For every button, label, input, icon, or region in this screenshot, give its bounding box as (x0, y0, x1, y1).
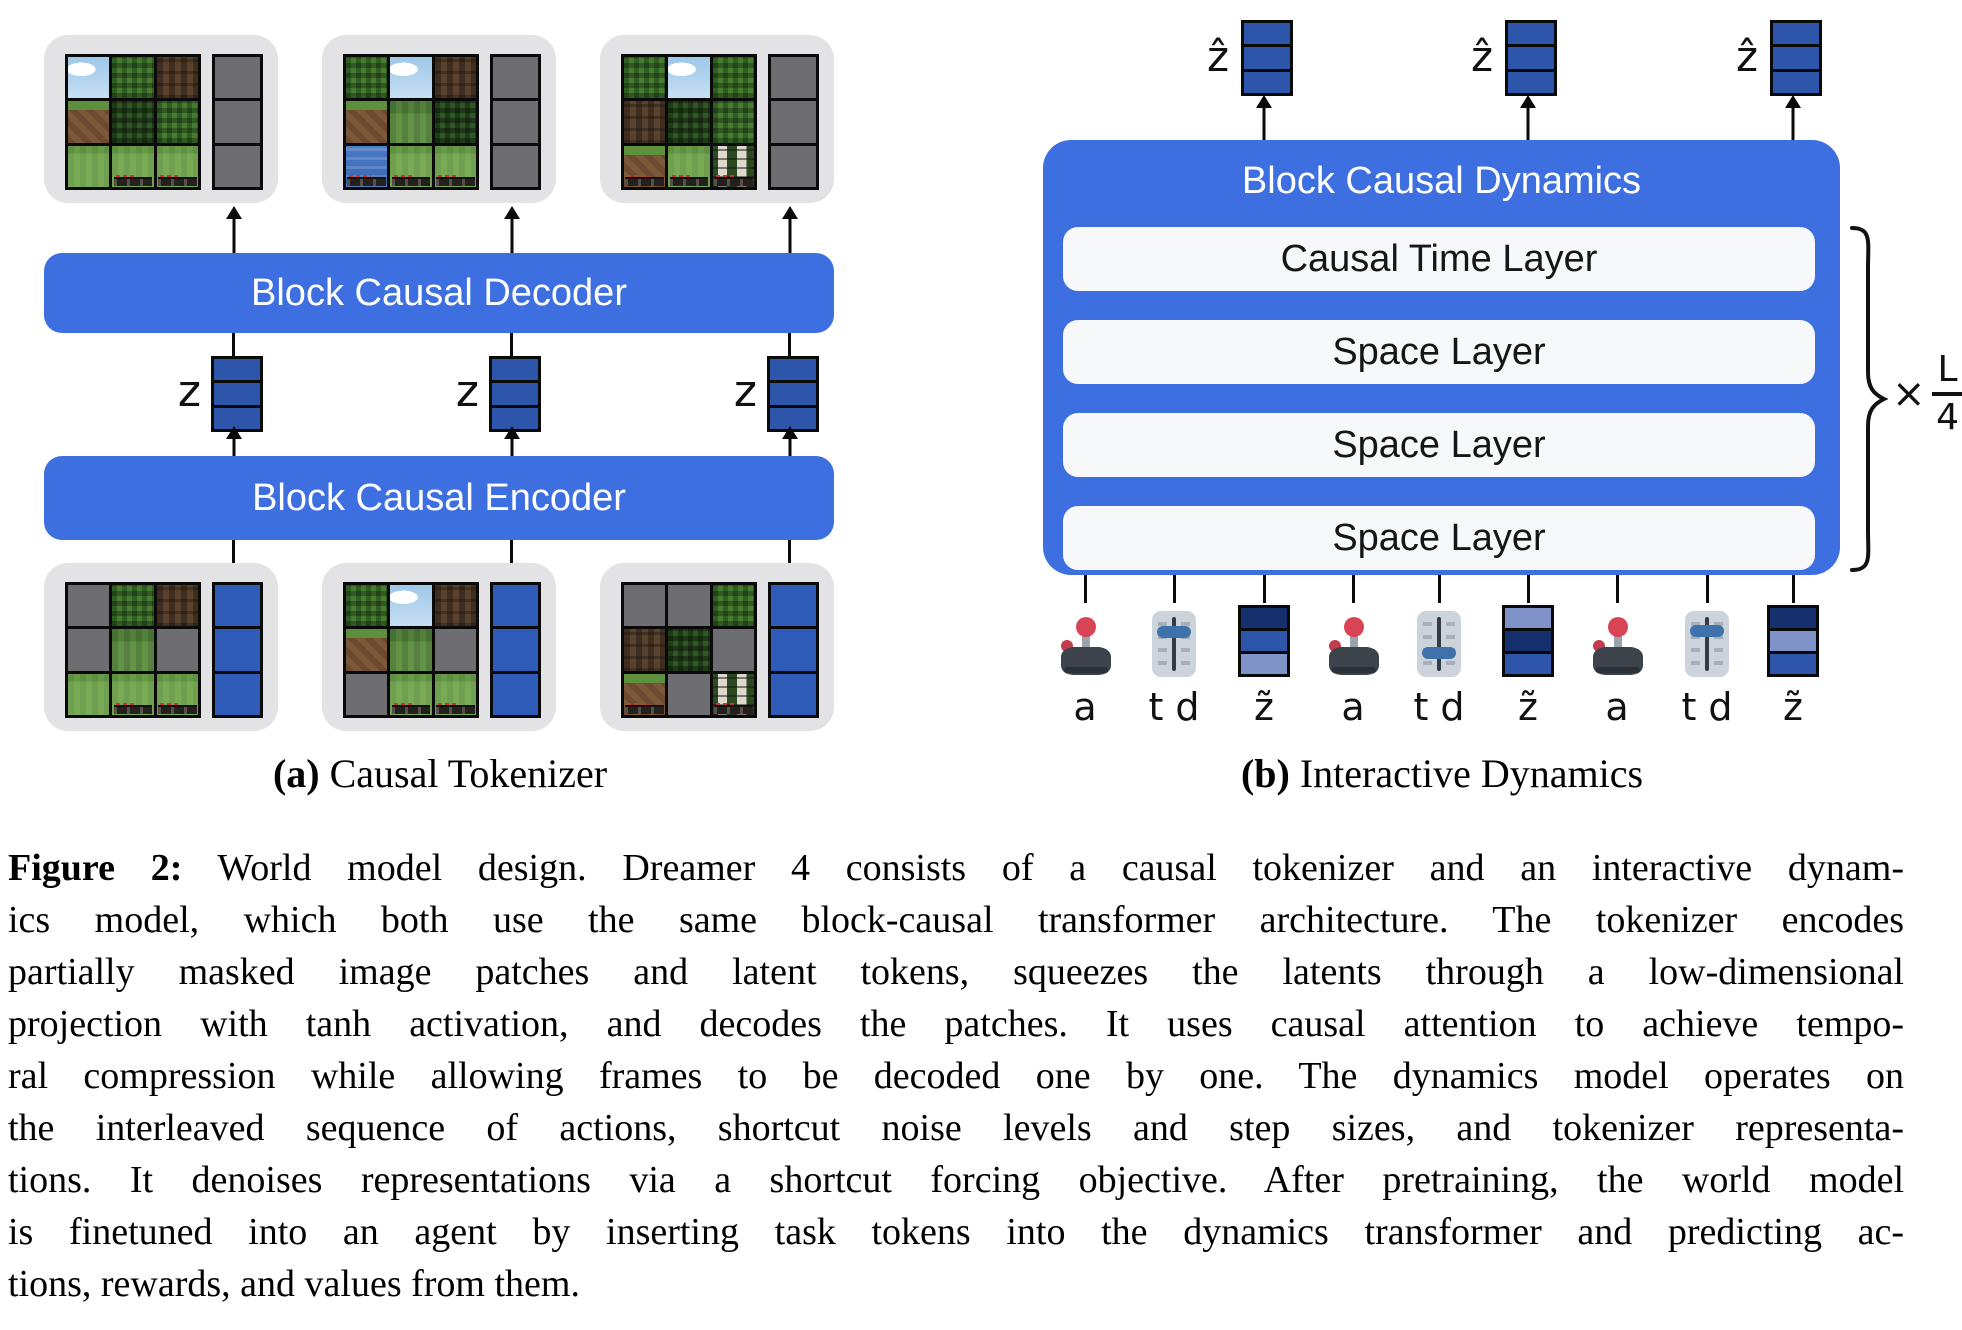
patch-cell (713, 585, 754, 626)
patch-cell (713, 629, 754, 670)
connector-line (232, 333, 235, 357)
token-cell (492, 383, 538, 404)
icon-slot (1321, 601, 1385, 677)
patch-cell (713, 57, 754, 98)
patch-cell (112, 629, 153, 670)
icon-slot (1417, 601, 1461, 677)
zhat-label: ẑ (1735, 32, 1758, 81)
subcaption-b (1002, 750, 1882, 797)
token-cell (215, 629, 260, 670)
connector-line (510, 333, 513, 357)
token-cell (771, 674, 816, 715)
token-cell (1770, 631, 1816, 651)
masked-frame-panel-2 (322, 563, 556, 731)
patch-cell (346, 585, 387, 626)
patch-cell (668, 629, 709, 670)
image-patch-grid (621, 582, 757, 718)
decoded-frame-panel-1 (44, 35, 278, 203)
patch-cell (624, 629, 665, 670)
token-cell (1505, 654, 1551, 674)
subcaption-a (0, 750, 880, 797)
figure-caption (8, 842, 1904, 1310)
caption-line: ral compression while allowing frames to be decoded one by one. The dynamics model operates on (8, 1055, 1904, 1097)
input-noise-3 (1662, 601, 1752, 729)
patch-cell (68, 57, 109, 98)
patch-cell (435, 629, 476, 670)
arrow-up-icon (1785, 95, 1801, 140)
ztilde-label: z̃ (1254, 685, 1274, 729)
zhat-label: ẑ (1470, 32, 1493, 81)
caption-line: tions, rewards, and values from them. (8, 1263, 580, 1305)
token-cell (215, 585, 260, 626)
connector-line (1084, 575, 1087, 603)
patch-cell (624, 57, 665, 98)
patch-cell (68, 585, 109, 626)
latent-column-tokens (768, 582, 819, 718)
icon-slot (1685, 601, 1729, 677)
token-cell (1508, 23, 1554, 44)
space-layer-bar-1 (1063, 320, 1815, 384)
patch-cell (668, 674, 709, 715)
latent-column-tokens (212, 582, 263, 718)
token-cell (771, 146, 816, 187)
patch-cell (390, 101, 431, 142)
connector-line (1527, 575, 1530, 603)
token-cell (1508, 47, 1554, 68)
icon-slot (1502, 601, 1554, 677)
caption-line: projection with tanh activation, and decodes the patches. It uses causal attention to achieve tempo- (8, 1003, 1904, 1045)
caption-line: ics model, which both use the same block-causal transformer architecture. The tokenizer encodes (8, 899, 1904, 941)
image-patch-grid (343, 54, 479, 190)
token-cell (1244, 47, 1290, 68)
icon-slot (1152, 601, 1196, 677)
patch-cell (390, 674, 431, 715)
arrow-up-icon (1520, 95, 1536, 140)
arrow-up-icon (504, 426, 520, 456)
patch-cell (346, 629, 387, 670)
input-action-1 (1040, 601, 1130, 729)
token-cell (770, 359, 816, 380)
arrow-up-icon (1256, 95, 1272, 140)
arrow-up-icon (782, 206, 798, 253)
token-cell (492, 359, 538, 380)
action-label: a (1341, 685, 1365, 729)
repeat-fraction (1932, 349, 1962, 438)
patch-cell (435, 585, 476, 626)
token-cell (771, 101, 816, 142)
block-causal-decoder-bar (44, 253, 834, 333)
zhat-label: ẑ (1206, 32, 1229, 81)
token-cell (1508, 72, 1554, 93)
repeat-count (1892, 349, 1962, 438)
patch-cell (346, 57, 387, 98)
connector-line (788, 333, 791, 357)
patch-cell (713, 146, 754, 187)
zhat-token-stack (1770, 20, 1822, 96)
ztilde-label: z̃ (1518, 685, 1538, 729)
subcaption-b-text: Interactive Dynamics (1299, 751, 1644, 796)
joystick-icon (1585, 615, 1649, 677)
ztilde-label: z̃ (1783, 685, 1803, 729)
token-cell (1244, 72, 1290, 93)
patch-cell (624, 674, 665, 715)
z-label: z (177, 366, 201, 417)
slider-handle (1157, 626, 1191, 638)
encoder-label: Block Causal Encoder (252, 476, 626, 519)
caption-line: the interleaved sequence of actions, shortcut noise levels and step sizes, and tokenizer representa- (8, 1107, 1904, 1149)
caption-text: World model design. Dreamer 4 consists of a causal tokenizer and an interactive dynam- (217, 847, 1904, 889)
arrow-up-icon (226, 206, 242, 253)
patch-cell (112, 146, 153, 187)
subcaption-a-text: Causal Tokenizer (329, 751, 608, 796)
dynamics-box-title: Block Causal Dynamics (1241, 160, 1642, 202)
slider-track (1437, 617, 1441, 671)
caption-line (8, 842, 1904, 894)
token-cell (1770, 608, 1816, 628)
patch-cell (624, 146, 665, 187)
token-cell (493, 146, 538, 187)
arrow-up-icon (504, 206, 520, 253)
layer-label: Space Layer (1332, 423, 1546, 466)
token-cell (1244, 23, 1290, 44)
input-noise-1 (1129, 601, 1219, 729)
decoded-frame-panel-3 (600, 35, 834, 203)
masked-frame-panel-1 (44, 563, 278, 731)
z-label: z (733, 366, 757, 417)
caption-line: is finetuned into an agent by inserting task tokens into the dynamics transformer and predicting ac- (8, 1211, 1904, 1253)
patch-cell (668, 101, 709, 142)
z-token-stack (211, 356, 263, 432)
multiply-sign: × (1892, 371, 1926, 417)
patch-cell (346, 146, 387, 187)
arrow-up-icon (782, 426, 798, 456)
token-cell (1241, 608, 1287, 628)
latent-column-masked (212, 54, 263, 190)
causal-time-layer-bar (1063, 227, 1815, 291)
zhat-token-stack (1505, 20, 1557, 96)
joystick-icon (1053, 615, 1117, 677)
patch-cell (157, 101, 198, 142)
z-label: z (455, 366, 479, 417)
caption-line: tions. It denoises representations via a shortcut forcing objective. After pretraining, the world model (8, 1159, 1904, 1201)
input-noise-2 (1394, 601, 1484, 729)
patch-cell (390, 57, 431, 98)
layer-label: Causal Time Layer (1280, 237, 1598, 280)
image-patch-grid (621, 54, 757, 190)
input-tokens-3 (1748, 601, 1838, 729)
subcaption-a-prefix: (a) (272, 751, 320, 796)
z-token-stack (489, 356, 541, 432)
latent-column-tokens (490, 582, 541, 718)
action-label: a (1605, 685, 1629, 729)
joystick-icon (1321, 615, 1385, 677)
arrow-up-icon (226, 426, 242, 456)
token-cell (1241, 654, 1287, 674)
ztilde-token-stack (1502, 605, 1554, 677)
token-cell (493, 101, 538, 142)
token-cell (215, 101, 260, 142)
connector-line (1263, 575, 1266, 603)
icon-slot (1053, 601, 1117, 677)
noise-step-label: t d (1148, 685, 1200, 729)
block-causal-encoder-bar (44, 456, 834, 540)
icon-slot (1767, 601, 1819, 677)
fraction-bar (1932, 392, 1962, 396)
patch-cell (68, 674, 109, 715)
latent-column-masked (490, 54, 541, 190)
connector-line (1706, 575, 1709, 603)
patch-cell (157, 57, 198, 98)
image-patch-grid (65, 582, 201, 718)
patch-cell (435, 674, 476, 715)
patch-cell (112, 101, 153, 142)
icon-slot (1238, 601, 1290, 677)
connector-line (1352, 575, 1355, 603)
patch-cell (668, 146, 709, 187)
connector-line (788, 540, 791, 563)
action-label: a (1073, 685, 1097, 729)
input-tokens-1 (1219, 601, 1309, 729)
input-action-3 (1572, 601, 1662, 729)
figure-label: Figure 2: (8, 847, 183, 889)
input-tokens-2 (1483, 601, 1573, 729)
slider-icon (1152, 611, 1196, 677)
masked-frame-panel-3 (600, 563, 834, 731)
patch-cell (624, 101, 665, 142)
token-cell (1773, 47, 1819, 68)
patch-cell (668, 57, 709, 98)
patch-cell (68, 629, 109, 670)
caption-line: partially masked image patches and latent tokens, squeezes the latents through a low-dimensional (8, 951, 1904, 993)
ztilde-token-stack (1238, 605, 1290, 677)
space-layer-bar-2 (1063, 413, 1815, 477)
latent-column-masked (768, 54, 819, 190)
token-cell (215, 146, 260, 187)
token-cell (493, 585, 538, 626)
token-cell (215, 57, 260, 98)
patch-cell (713, 101, 754, 142)
slider-handle (1690, 625, 1724, 637)
image-patch-grid (65, 54, 201, 190)
patch-cell (713, 674, 754, 715)
slider-icon (1417, 611, 1461, 677)
token-cell (493, 629, 538, 670)
patch-cell (112, 674, 153, 715)
patch-cell (68, 146, 109, 187)
patch-cell (390, 629, 431, 670)
zhat-token-stack (1241, 20, 1293, 96)
connector-line (232, 540, 235, 563)
patch-cell (346, 101, 387, 142)
image-patch-grid (343, 582, 479, 718)
token-cell (771, 57, 816, 98)
patch-cell (157, 674, 198, 715)
connector-line (510, 540, 513, 563)
patch-cell (112, 57, 153, 98)
repeat-brace (1848, 224, 1888, 574)
layer-label: Space Layer (1332, 516, 1546, 559)
token-cell (770, 383, 816, 404)
token-cell (1773, 23, 1819, 44)
input-action-2 (1308, 601, 1398, 729)
z-token-stack (767, 356, 819, 432)
patch-cell (668, 585, 709, 626)
patch-cell (157, 629, 198, 670)
noise-step-label: t d (1681, 685, 1733, 729)
patch-cell (435, 57, 476, 98)
connector-line (1792, 575, 1795, 603)
patch-cell (346, 674, 387, 715)
token-cell (493, 674, 538, 715)
token-cell (493, 57, 538, 98)
connector-line (1438, 575, 1441, 603)
slider-icon (1685, 611, 1729, 677)
token-cell (215, 674, 260, 715)
token-cell (1505, 631, 1551, 651)
connector-line (1173, 575, 1176, 603)
block-causal-dynamics-box (1043, 140, 1840, 575)
patch-cell (390, 585, 431, 626)
token-cell (1773, 72, 1819, 93)
fraction-denominator: 4 (1936, 397, 1959, 438)
patch-cell (68, 101, 109, 142)
connector-line (1616, 575, 1619, 603)
fraction-numerator: L (1937, 349, 1958, 390)
decoded-frame-panel-2 (322, 35, 556, 203)
patch-cell (435, 146, 476, 187)
token-cell (771, 629, 816, 670)
slider-ticks (1423, 622, 1432, 668)
patch-cell (157, 585, 198, 626)
icon-slot (1585, 601, 1649, 677)
token-cell (214, 359, 260, 380)
subcaption-b-prefix: (b) (1240, 751, 1290, 796)
patch-cell (624, 585, 665, 626)
layer-label: Space Layer (1332, 330, 1546, 373)
noise-step-label: t d (1413, 685, 1465, 729)
token-cell (1241, 631, 1287, 651)
token-cell (214, 383, 260, 404)
token-cell (1770, 654, 1816, 674)
patch-cell (112, 585, 153, 626)
decoder-label: Block Causal Decoder (251, 271, 627, 314)
token-cell (771, 585, 816, 626)
patch-cell (435, 101, 476, 142)
patch-cell (157, 146, 198, 187)
token-cell (1505, 608, 1551, 628)
space-layer-bar-3 (1063, 506, 1815, 570)
slider-ticks (1446, 622, 1455, 668)
slider-handle (1422, 647, 1456, 659)
patch-cell (390, 146, 431, 187)
ztilde-token-stack (1767, 605, 1819, 677)
